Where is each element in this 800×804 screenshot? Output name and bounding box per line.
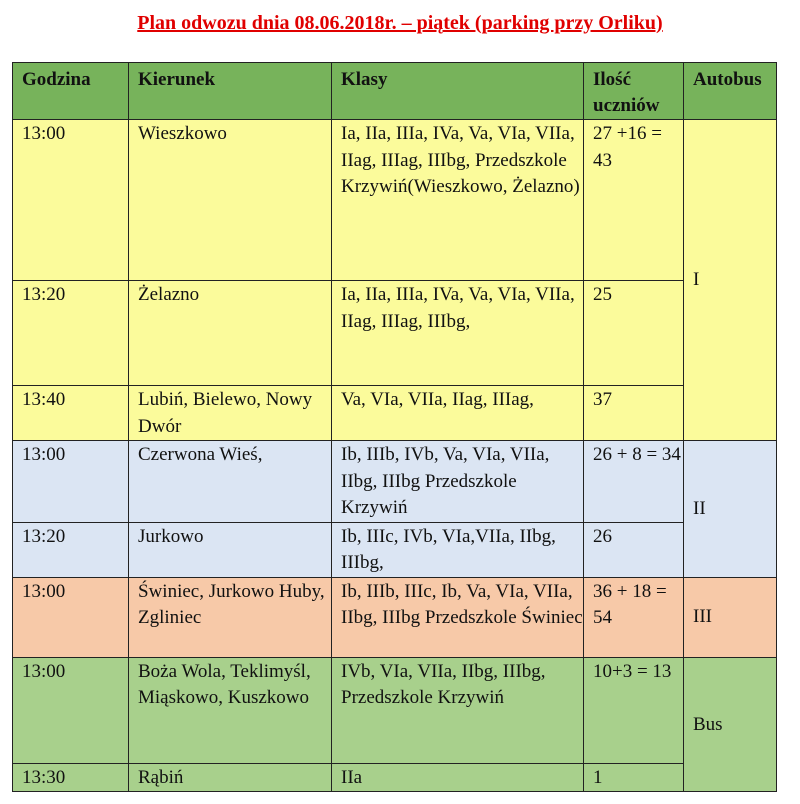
- students-cell: 36 + 18 = 54: [584, 577, 684, 657]
- classes-cell: Ib, IIIb, IVb, Va, VIa, VIIa, IIbg, IIIbg Przedszkole Krzywiń: [332, 441, 584, 523]
- table-row: [13, 657, 777, 763]
- classes-cell: Va, VIa, VIIa, IIag, IIIag,: [332, 386, 584, 441]
- table-row: [13, 577, 777, 657]
- table-row: [13, 441, 777, 523]
- students-cell: 37: [584, 386, 684, 441]
- table-row: [13, 522, 777, 577]
- students-cell: 27 +16 = 43: [584, 120, 684, 281]
- time-cell: 13:00: [13, 577, 129, 657]
- bus-cell: Bus: [684, 657, 777, 792]
- time-cell: 13:00: [13, 657, 129, 763]
- table-row: [13, 763, 777, 792]
- header-time: Godzina: [13, 63, 129, 120]
- table-row: [13, 281, 777, 386]
- time-cell: 13:20: [13, 522, 129, 577]
- direction-cell: Boża Wola, Teklimyśl, Miąskowo, Kuszkowo: [129, 657, 332, 763]
- classes-cell: IVb, VIa, VIIa, IIbg, IIIbg, Przedszkole Krzywiń: [332, 657, 584, 763]
- time-cell: 13:40: [13, 386, 129, 441]
- direction-cell: Wieszkowo: [129, 120, 332, 281]
- direction-cell: Żelazno: [129, 281, 332, 386]
- bus-cell: II: [684, 441, 777, 578]
- direction-cell: Jurkowo: [129, 522, 332, 577]
- table-row: [13, 120, 777, 281]
- time-cell: 13:00: [13, 441, 129, 523]
- bus-cell: III: [684, 577, 777, 657]
- bus-cell: I: [684, 120, 777, 441]
- classes-cell: IIa: [332, 763, 584, 792]
- classes-cell: Ia, IIa, IIIa, IVa, Va, VIa, VIIa, IIag, IIIag, IIIbg, Przedszkole Krzywiń(Wieszkowo, Żelazno): [332, 120, 584, 281]
- students-cell: 26: [584, 522, 684, 577]
- direction-cell: Lubiń, Bielewo, Nowy Dwór: [129, 386, 332, 441]
- time-cell: 13:20: [13, 281, 129, 386]
- header-students: Ilość uczniów: [584, 63, 684, 120]
- header-direction: Kierunek: [129, 63, 332, 120]
- students-cell: 26 + 8 = 34: [584, 441, 684, 523]
- classes-cell: Ib, IIIc, IVb, VIa,VIIa, IIbg, IIIbg,: [332, 522, 584, 577]
- time-cell: 13:00: [13, 120, 129, 281]
- direction-cell: Świniec, Jurkowo Huby, Zgliniec: [129, 577, 332, 657]
- header-bus: Autobus: [684, 63, 777, 120]
- students-cell: 10+3 = 13: [584, 657, 684, 763]
- time-cell: 13:30: [13, 763, 129, 792]
- students-cell: 25: [584, 281, 684, 386]
- classes-cell: Ib, IIIb, IIIc, Ib, Va, VIa, VIIa, IIbg, IIIbg Przedszkole Świniec: [332, 577, 584, 657]
- document-title: Plan odwozu dnia 08.06.2018r. – piątek (parking przy Orliku): [137, 12, 663, 34]
- classes-cell: Ia, IIa, IIIa, IVa, Va, VIa, VIIa, IIag, IIIag, IIIbg,: [332, 281, 584, 386]
- table-row: [13, 386, 777, 441]
- header-classes: Klasy: [332, 63, 584, 120]
- students-cell: 1: [584, 763, 684, 792]
- transport-schedule-table: [12, 62, 777, 792]
- direction-cell: Czerwona Wieś,: [129, 441, 332, 523]
- direction-cell: Rąbiń: [129, 763, 332, 792]
- header-row: [13, 63, 777, 120]
